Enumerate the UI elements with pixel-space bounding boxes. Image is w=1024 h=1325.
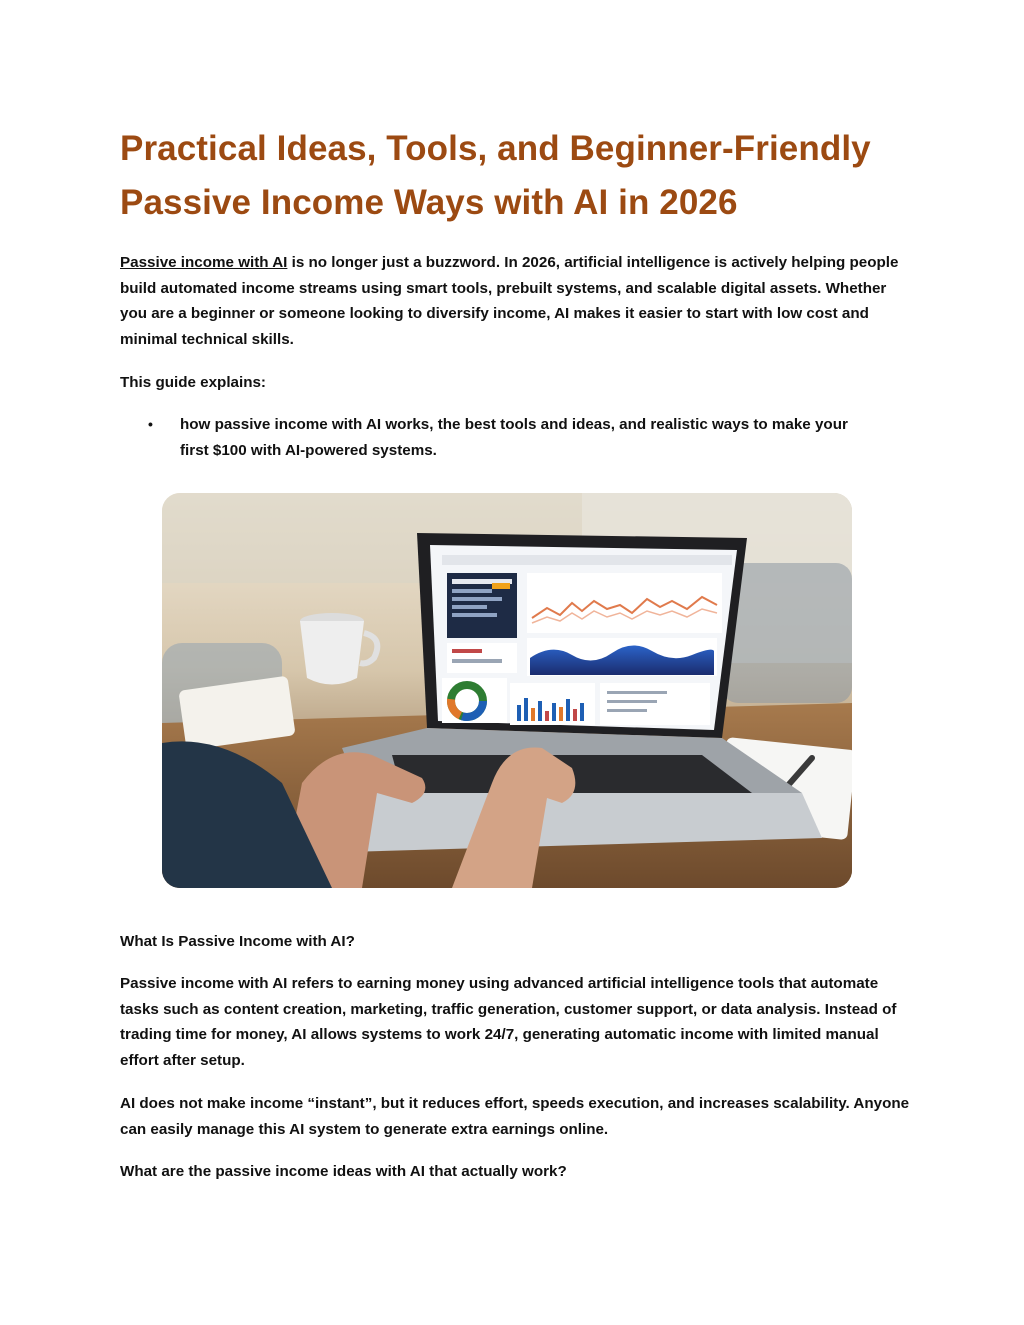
laptop-analytics-image [162, 493, 852, 888]
title-line-1: Practical Ideas, Tools, and Beginner-Friendly [120, 129, 871, 168]
laptop-analytics-illustration [162, 493, 852, 888]
title-line-2: Passive Income Ways with AI in 2026 [120, 183, 738, 222]
page-title [120, 122, 920, 230]
intro-paragraph [120, 250, 910, 352]
passive-income-link[interactable]: Passive income with AI [120, 254, 288, 271]
list-item [120, 412, 880, 463]
section-heading-what: What Is Passive Income with AI? [120, 933, 355, 950]
what-paragraph: Passive income with AI refers to earning money using advanced artificial intelligence tools that automate tasks such as content creation, marketing, traffic generation, customer support, or data analysis. Instead of trading time for money, AI allows systems to work 24/7, generating automatic income with limited manual effort after setup. [120, 975, 897, 1069]
section-heading-ideas: What are the passive income ideas with AI that actually work? [120, 1163, 567, 1180]
intro-text: is no longer just a buzzword. In 2026, artificial intelligence is actively helping people build automated income streams using smart tools, prebuilt systems, and scalable digital assets. Whether you are a beginner or someone looking to diversify income, AI makes it easier to start with low cost and minimal technical skills. [120, 254, 899, 348]
bullet-text: how passive income with AI works, the best tools and ideas, and realistic ways to make your first $100 with AI-powered systems. [180, 416, 848, 459]
ai-paragraph: AI does not make income “instant”, but it reduces effort, speeds execution, and increases scalability. Anyone can easily manage this AI system to generate extra earnings online. [120, 1095, 910, 1138]
guide-label: This guide explains: [120, 374, 266, 391]
bullet-icon: • [148, 416, 153, 432]
guide-bullet-list [120, 412, 880, 463]
